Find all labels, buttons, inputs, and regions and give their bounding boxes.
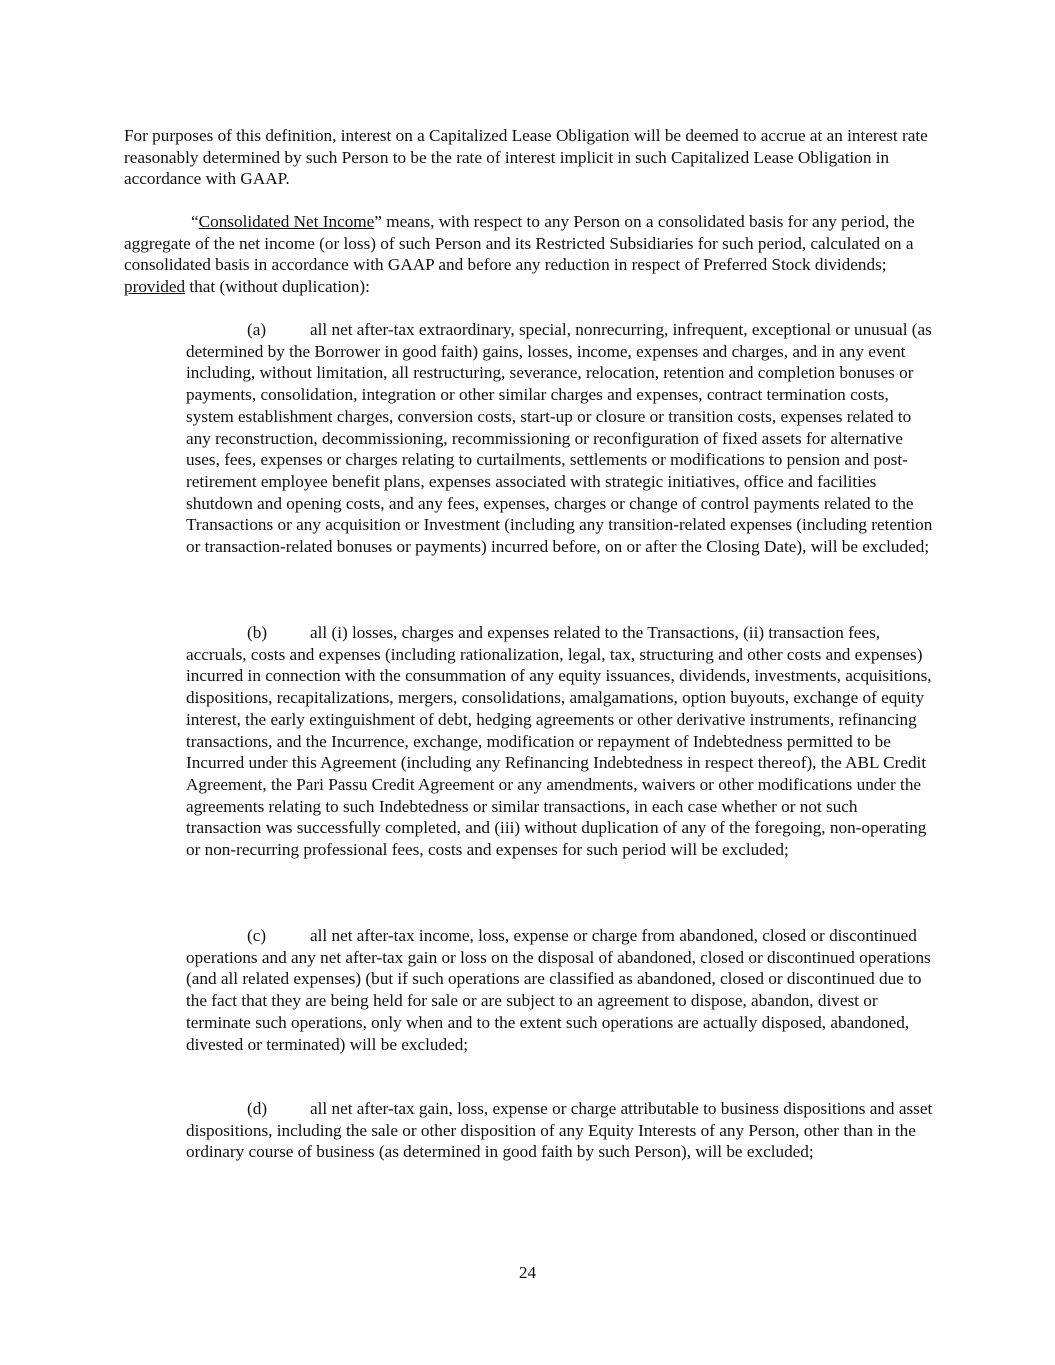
definition-text: means, with respect to any Person on a consolidated basis for any period, the aggregate of the net income (or loss) of such Person and its Restricted Subsidiaries for such period, calculated on a consolidated basis in accordance with GAAP and before any reduction in respect of Preferred Stock dividends;: [124, 212, 915, 275]
clause-a: [186, 319, 934, 558]
clause-label: (d): [247, 1099, 268, 1118]
clause-text: all net after-tax gain, loss, expense or charge attributable to business dispositions and asset dispositions, including the sale or other disposition of any Equity Interests of any Person, other than in the ordinary course of business (as determined in good faith by such Person), will be excluded;: [186, 1099, 933, 1162]
close-quote: ”: [374, 212, 382, 231]
definition-paragraph: [124, 211, 934, 298]
clause-d: [186, 1098, 934, 1163]
clause-label: (b): [247, 623, 268, 642]
proviso-word: provided: [124, 277, 186, 297]
definition-text-end: that (without duplication):: [185, 277, 370, 297]
clause-label: (c): [247, 926, 267, 945]
intro-paragraph: For purposes of this definition, interest on a Capitalized Lease Obligation will be deemed to accrue at an interest rate reasonably determined by such Person to be the rate of interest implicit in such Capitalized Lease Obligation in accordance with GAAP.: [124, 126, 928, 189]
defined-term: Consolidated Net Income: [198, 212, 375, 231]
clause-text: all net after-tax extraordinary, special, nonrecurring, infrequent, exceptional or unusual (as determined by the Borrower in good faith) gains, losses, income, expenses and charges, and in any event including, without limitation, all restructuring, severance, relocation, retention and completion bonuses or payments, consolidation, integration or other similar charges and expenses, contract termination costs, system establishment charges, conversion costs, start-up or closure or transition costs, expenses related to any reconstruction, decommissioning, recommissioning or reconfiguration of fixed assets for alternative uses, fees, expenses or charges relating to curtailments, settlements or modifications to pension and post-retirement employee benefit plans, expenses associated with strategic initiatives, office and facilities shutdown and opening costs, and any fees, expenses, charges or change of control payments related to the Transactions or any acquisition or Investment (including any transition-related expenses (including retention or transaction-related bonuses or payments) incurred before, on or after the Closing Date), will be excluded;: [186, 320, 933, 557]
clause-c: [186, 925, 934, 1055]
clause-b: [186, 622, 934, 861]
clause-text: all net after-tax income, loss, expense or charge from abandoned, closed or discontinued operations and any net after-tax gain or loss on the disposal of abandoned, closed or discontinued operations (and all related expenses) (but if such operations are classified as abandoned, closed or discontinued due to the fact that they are being held for sale or are subject to an agreement to dispose, abandon, divest or terminate such operations, only when and to the extent such operations are actually disposed, abandoned, divested or terminated) will be excluded;: [186, 926, 931, 1054]
clause-label: (a): [247, 320, 267, 339]
page-number: 24: [518, 1263, 537, 1282]
open-quote: “: [191, 212, 199, 231]
clause-text: all (i) losses, charges and expenses related to the Transactions, (ii) transaction fees, accruals, costs and expenses (including rationalization, legal, tax, structuring and other costs and expenses) incurred in connection with the consummation of any equity issuances, dividends, investments, acquisitions, dispositions, recapitalizations, mergers, consolidations, amalgamations, option buyouts, exchange of equity interest, the early extinguishment of debt, hedging agreements or other derivative instruments, refinancing transactions, and the Incurrence, exchange, modification or repayment of Indebtedness permitted to be Incurred under this Agreement (including any Refinancing Indebtedness in respect thereof), the ABL Credit Agreement, the Pari Passu Credit Agreement or any amendments, waivers or other modifications under the agreements relating to such Indebtedness or similar transactions, in each case whether or not such transaction was successfully completed, and (iii) without duplication of any of the foregoing, non-operating or non-recurring professional fees, costs and expenses for such period will be excluded;: [186, 623, 932, 860]
